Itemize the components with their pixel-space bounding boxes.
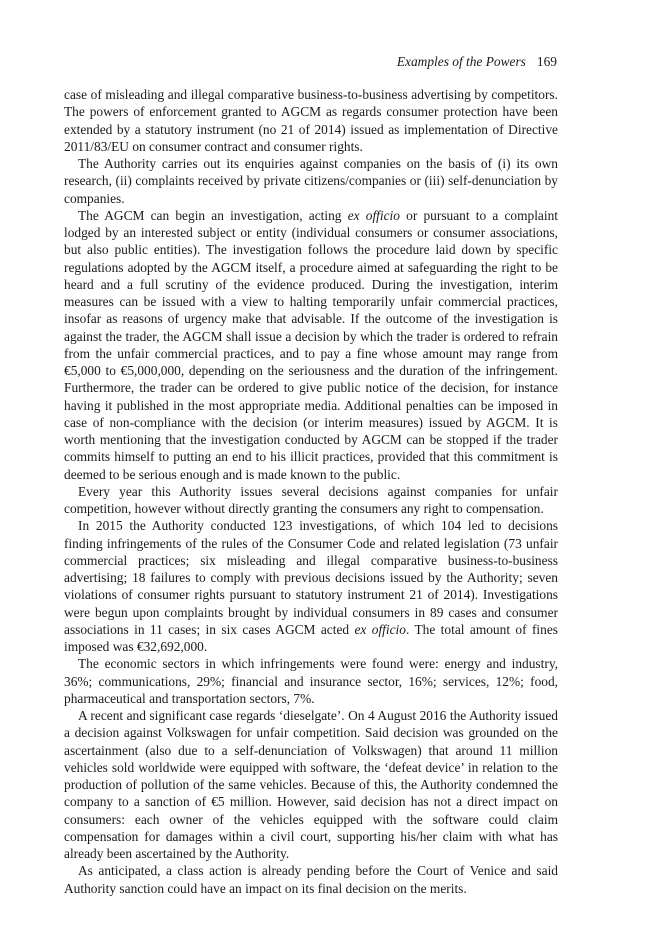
paragraph xyxy=(64,862,558,897)
text-run: The Authority carries out its enquiries against companies on the basis of (i) its own research, (ii) complaints received by private citizens/companies or (iii) self-denunciation by companies. xyxy=(64,156,558,206)
running-title: Examples of the Powers xyxy=(396,54,526,69)
paragraph xyxy=(64,655,558,707)
paragraph xyxy=(64,86,558,155)
page-number: 169 xyxy=(536,54,557,69)
text-run: . The total amount of fines imposed was €32,692,000. xyxy=(64,621,559,654)
text-run: As anticipated, a class action is already pending before the Court of Venice and said Authority sanction could have an impact on its final decision on the merits. xyxy=(64,863,558,896)
body-text xyxy=(64,86,558,897)
paragraph xyxy=(64,707,558,862)
italic-text-run: ex officio xyxy=(354,621,406,637)
paragraph xyxy=(64,155,558,207)
paragraph xyxy=(64,517,558,655)
text-run: case of misleading and illegal comparative business-to-business advertising by competitors. The powers of enforcement granted to AGCM as regards consumer protection have been extended by a statutory instrument (no 21 of 2014) issued as implementation of Directive 2011/83/EU on consumer contract and consumer rights. xyxy=(64,87,558,154)
text-run: Every year this Authority issues several decisions against companies for unfair competition, however without directly granting the consumers any right to compensation. xyxy=(64,483,558,516)
text-run: or pursuant to a complaint lodged by an interested subject or entity (individual consumers or consumer associations, but also public entities). The investigation follows the procedure laid down by specific regulations adopted by the AGCM itself, a procedure aimed at safeguarding the right to be heard and a full scrutiny of the evidence produced. During the investigation, interim measures can be issued with a view to halting temporarily unfair commercial practices, insofar as reasons of urgency make that advisable. If the outcome of the investigation is against the trader, the AGCM shall issue a decision by which the trader is ordered to refrain from the unfair commercial practices, and to pay a fine whose amount may range from €5,000 to €5,000,000, depending on the seriousness and the duration of the infringement. Furthermore, the trader can be ordered to give public notice of the decision, for instance having it published in the most appropriate media. Additional penalties can be imposed in case of non-compliance with the decision (or interim measures) issued by AGCM. It is worth mentioning that the investigation conducted by AGCM can be stopped if the trader commits himself to putting an end to his illicit practices, provided that this commitment is deemed to be serious enough and is made known to the public. xyxy=(64,207,559,482)
text-run: In 2015 the Authority conducted 123 investigations, of which 104 led to decisions finding infringements of the rules of the Consumer Code and related legislation (73 unfair commercial practices; six misleading and illegal comparative business-to-business advertising; 18 failures to comply with previous decisions issued by the Authority; seven violations of consumer rights pursuant to statutory instrument 21 of 2014). Investigations were begun upon complaints brought by individual consumers in 89 cases and consumer associations in 11 cases; in six cases AGCM acted xyxy=(64,518,558,637)
paragraph xyxy=(64,207,558,483)
running-head xyxy=(64,53,557,71)
text-run: The economic sectors in which infringements were found were: energy and industry, 36%; communications, 29%; financial and insurance sector, 16%; services, 12%; food, pharmaceutical and transportation sectors, 7%. xyxy=(64,656,558,706)
text-run: A recent and significant case regards ‘dieselgate’. On 4 August 2016 the Authority issued a decision against Volkswagen for unfair competition. Said decision was grounded on the ascertainment (also due to a self-denunciation of Volkswagen) that around 11 million vehicles sold worldwide were equipped with software, the ‘defeat device’ in relation to the production of pollution of the same vehicles. Because of this, the Authority condemned the company to a sanction of €5 million. However, said decision has not a direct impact on consumers: each owner of the vehicles equipped with the software could claim compensation for damages within a civil court, supporting his/her claim with what has already been ascertained by the Authority. xyxy=(64,708,558,861)
text-run: The AGCM can begin an investigation, acting xyxy=(78,207,348,223)
paragraph xyxy=(64,483,558,518)
italic-text-run: ex officio xyxy=(347,207,400,223)
